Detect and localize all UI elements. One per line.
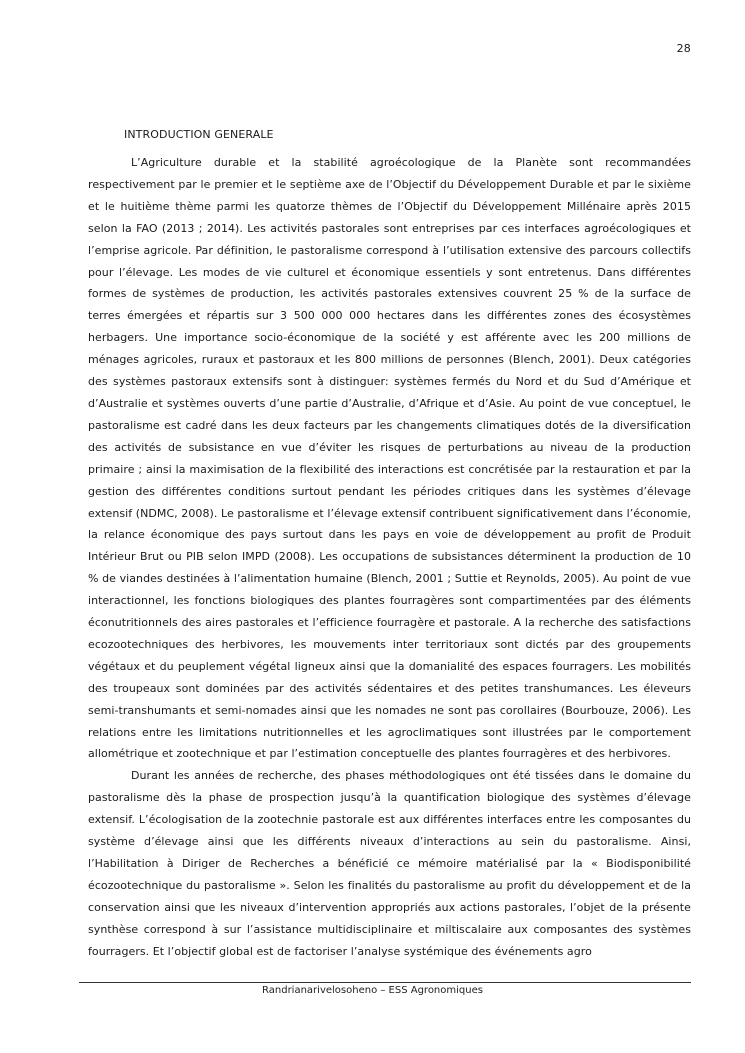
document-body bbox=[88, 125, 691, 963]
footer-divider bbox=[79, 982, 691, 983]
page-number: 28 bbox=[676, 42, 691, 55]
paragraph: L’Agriculture durable et la stabilité agroécologique de la Planète sont recommandées respectivement par le premier et le septième axe de l’Objectif du Développement Durable et par le sixième et le huitième thème parmi les quatorze thèmes de l’Objectif du Développement Millénaire après 2015 selon la FAO (2013 ; 2014). Les activités pastorales sont entreprises par ces interfaces agroécologiques et l’emprise agricole. Par définition, le pastoralisme correspond à l’utilisation extensive des parcours collectifs pour l’élevage. Les modes de vie culturel et économique essentiels y sont entretenus. Dans différentes formes de systèmes de production, les activités pastorales extensives couvrent 25 % de la surface de terres émergées et répartis sur 3 500 000 000 hectares dans les différentes zones des écosystèmes herbagers. Une importance socio-économique de la société y est afférente avec les 200 millions de ménages agricoles, ruraux et pastoraux et les 800 millions de personnes (Blench, 2001). Deux catégories des systèmes pastoraux extensifs sont à distinguer: systèmes fermés du Nord et du Sud d’Amérique et d’Australie et systèmes ouverts d’une partie d’Australie, d’Afrique et d’Asie. Au point de vue conceptuel, le pastoralisme est cadré dans les deux facteurs par les changements climatiques dotés de la diversification des activités de subsistance en vue d’éviter les risques de perturbations au niveau de la production primaire ; ainsi la maximisation de la flexibilité des interactions est concrétisée par la restauration et par la gestion des différentes conditions surtout pendant les périodes critiques dans les systèmes d’élevage extensif (NDMC, 2008). Le pastoralisme et l’élevage extensif contribuent significativement dans l’économie, la relance économique des pays surtout dans les pays en voie de développement au profit de Produit Intérieur Brut ou PIB selon IMPD (2008). Les occupations de subsistances déterminent la production de 10 % de viandes destinées à l’alimentation humaine (Blench, 2001 ; Suttie et Reynolds, 2005). Au point de vue interactionnel, les fonctions biologiques des plantes fourragères sont compartimentées par des éléments éconutritionnels des aires pastorales et l’efficience fourragère et pastorale. A la recherche des satisfactions ecozootechniques des herbivores, les mouvements inter territoriaux sont dictés par des groupements végétaux et du peuplement végétal ligneux ainsi que la domanialité des espaces fourragers. Les mobilités des troupeaux sont dominées par des activités sédentaires et des petites transhumances. Les éleveurs semi-transhumants et semi-nomades ainsi que les nomades ne sont pas corollaires (Bourbouze, 2006). Les relations entre les limitations nutritionnelles et les agroclimatiques sont illustrées par le comportement allométrique et zootechnique et par l’estimation conceptuelle des plantes fourragères et des herbivores. bbox=[88, 156, 691, 761]
section-heading: INTRODUCTION GENERALE bbox=[124, 128, 274, 141]
paragraph: Durant les années de recherche, des phases méthodologiques ont été tissées dans le domaine du pastoralisme dès la phase de prospection jusqu’à la quantification biologique des systèmes d’élevage extensif. L’écologisation de la zootechnie pastorale est aux différentes interfaces entre les composantes du système d’élevage ainsi que les différents niveaux d’interactions au sein du pastoralisme. Ainsi, l’Habilitation à Diriger de Recherches a bénéficié ce mémoire matérialisé par la « Biodisponibilité écozootechnique du pastoralisme ». Selon les finalités du pastoralisme au profit du développement et de la conservation ainsi que les niveaux d’intervention appropriés aux actions pastorales, l’objet de la présente synthèse correspond à sur l’assistance multidisciplinaire et miltiscalaire aux composantes des systèmes fourragers. Et l’objectif global est de factoriser l’analyse systémique des événements agro bbox=[88, 769, 691, 958]
footer-text: Randrianarivelosoheno – ESS Agronomiques bbox=[262, 985, 483, 996]
